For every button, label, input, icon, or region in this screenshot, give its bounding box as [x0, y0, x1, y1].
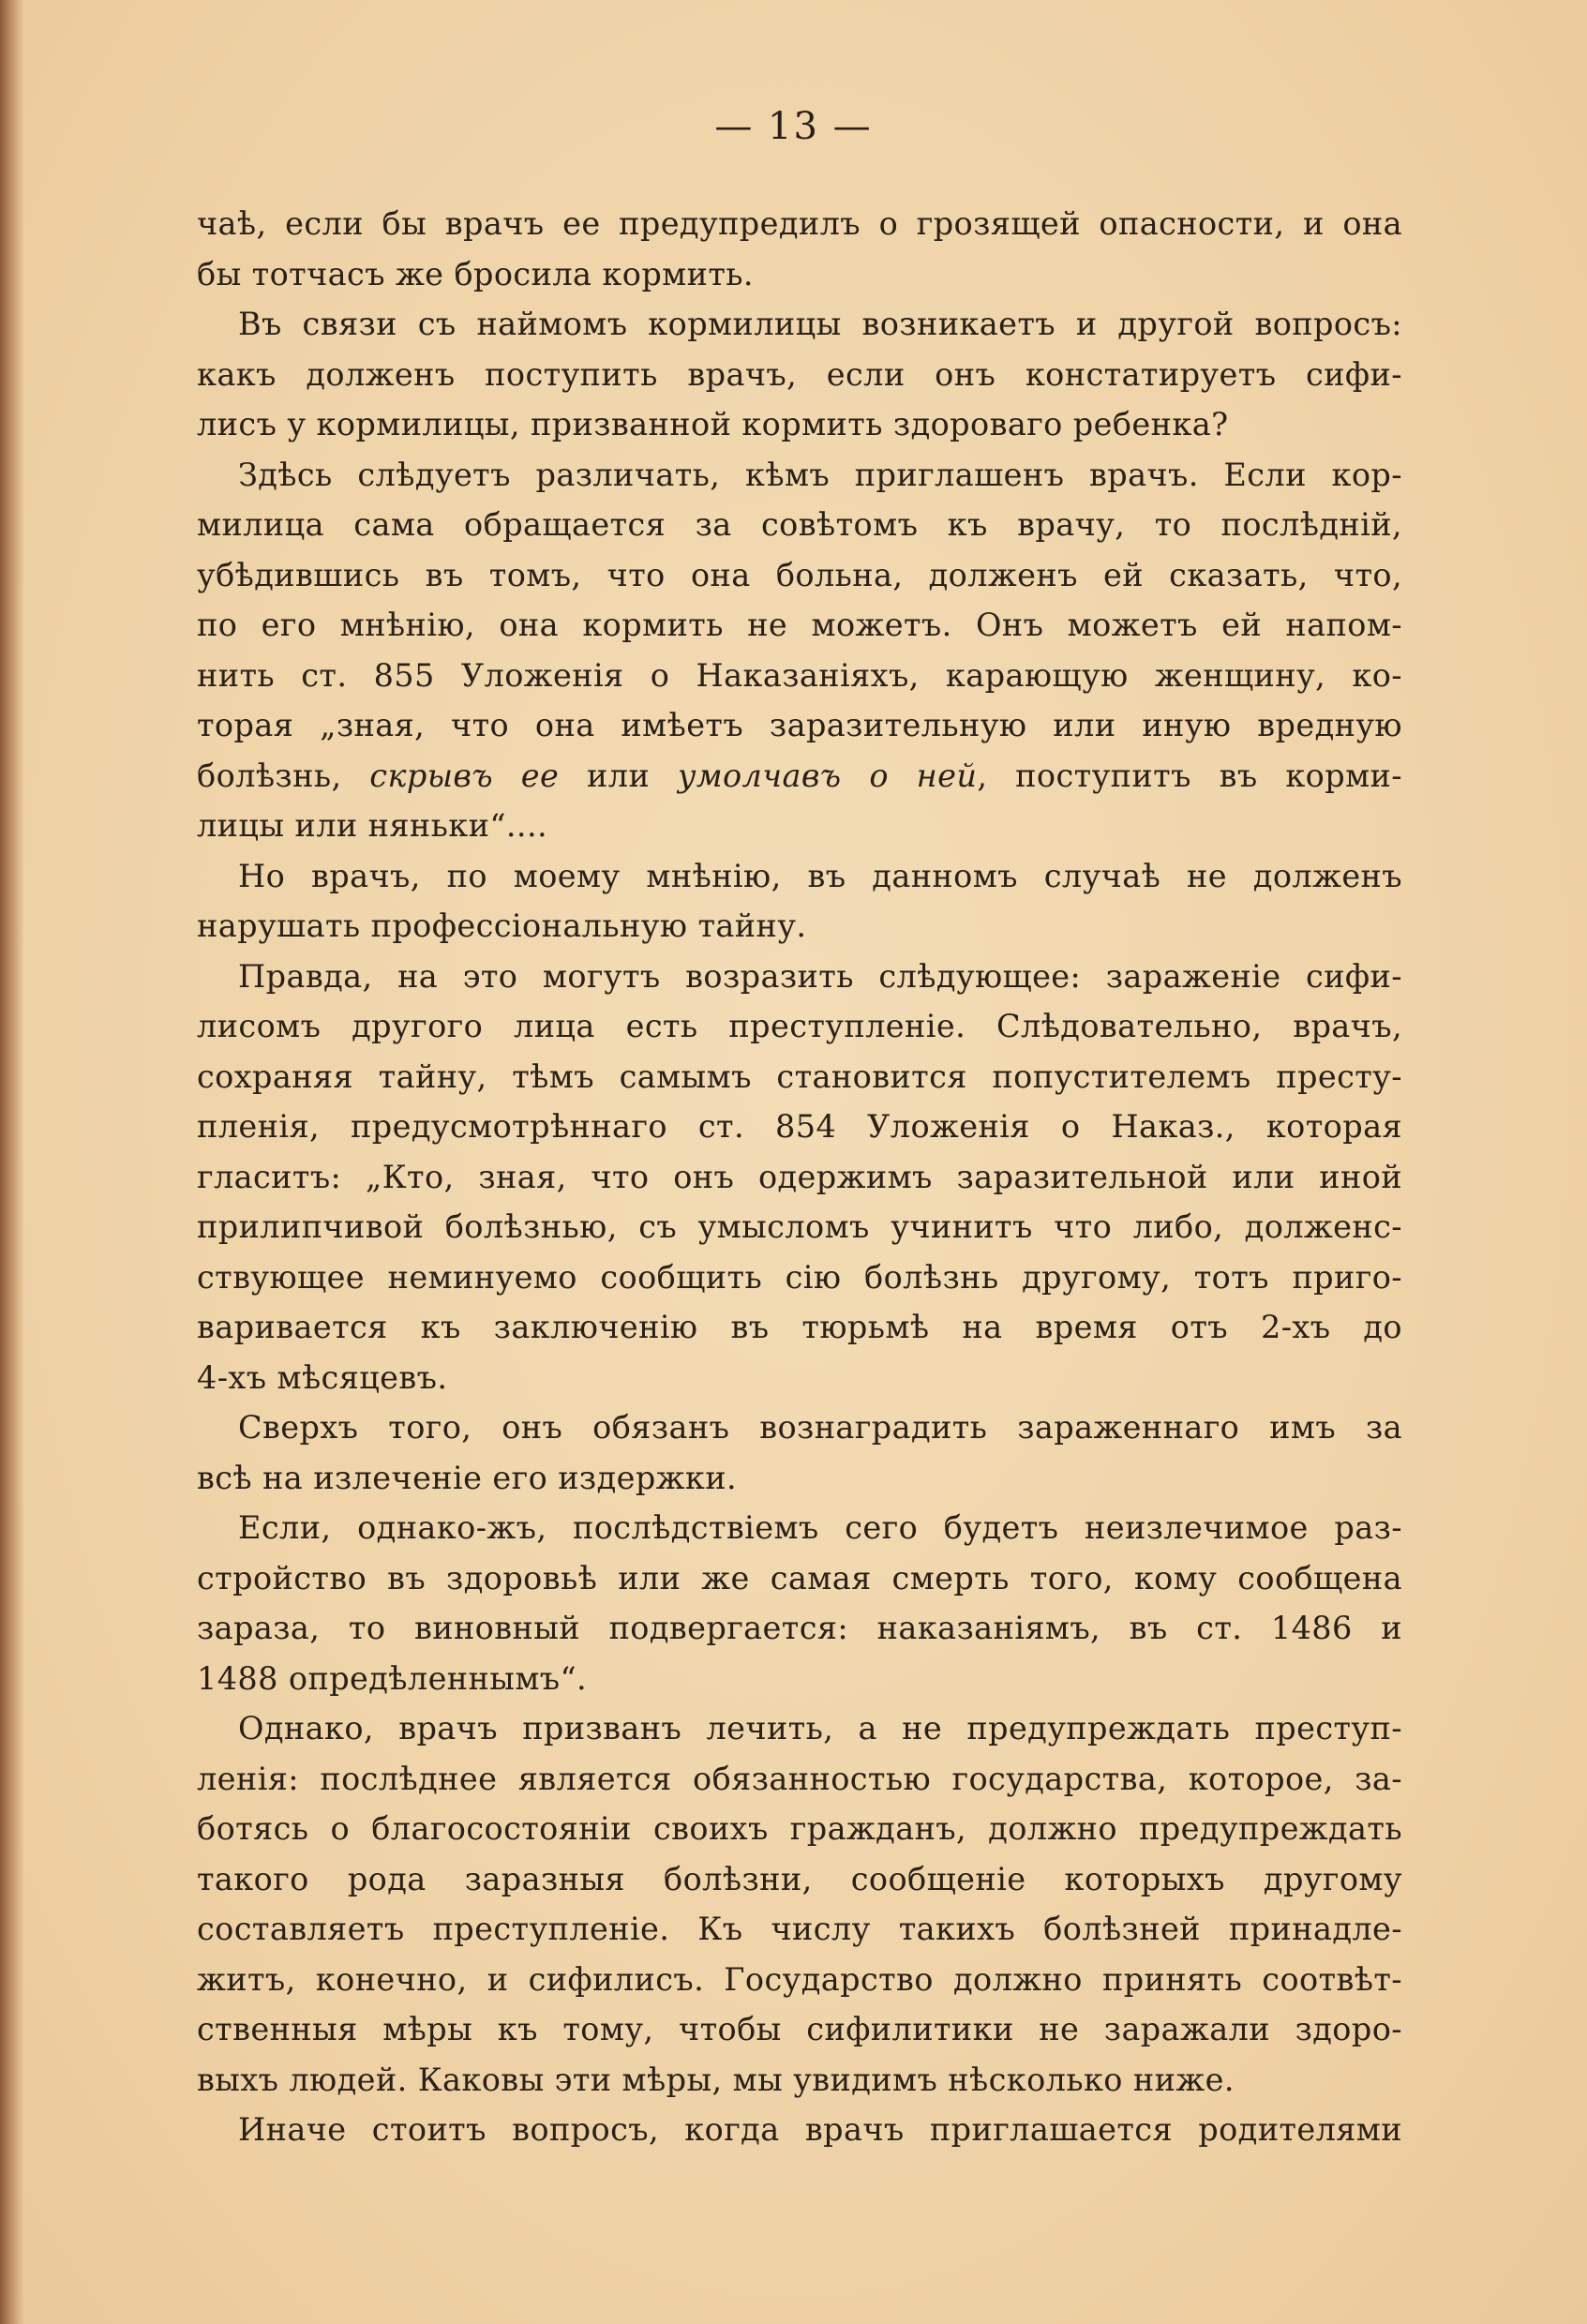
text-line: сохраняя тайну, тѣмъ самымъ становится попустителемъ престу- — [197, 1057, 1402, 1095]
text-line: ботясь о благосостояніи своихъ гражданъ, должно предупреждать — [197, 1810, 1402, 1847]
text-line: по его мнѣнію, она кормить не можетъ. Онъ можетъ ей напом- — [197, 607, 1402, 643]
text-line: Здѣсь слѣдуетъ различать, кѣмъ приглашенъ врачъ. Если кор- — [238, 456, 1402, 493]
text-line: Но врачъ, по моему мнѣнію, въ данномъ случаѣ не долженъ — [238, 857, 1402, 894]
text-line: нарушать професcіональную тайну. — [197, 907, 807, 944]
text-line: Въ связи съ наймомъ кормилицы возникаетъ и другой вопросъ: — [238, 306, 1402, 342]
text-line: лицы или няньки“.... — [197, 807, 548, 844]
page-binding-edge — [0, 0, 24, 2324]
text-line: Сверхъ того, онъ обязанъ вознаградить зараженнаго имъ за — [238, 1409, 1402, 1446]
page-number: — 13 — — [714, 105, 873, 148]
text-line: Однако, врачъ призванъ лечить, а не предупреждать преступ- — [238, 1710, 1402, 1747]
italic-phrase: скрывъ ее — [369, 757, 560, 794]
text-line: стройство въ здоровьѣ или же самая смерть того, кому сообщена — [197, 1559, 1402, 1597]
text-line: нить ст. 855 Уложенія о Наказаніяхъ, карающую женщину, ко- — [197, 656, 1402, 694]
text-line: гласитъ: „Кто, зная, что онъ одержимъ заразительной или иной — [197, 1158, 1402, 1195]
text-line: житъ, конечно, и сифилисъ. Государство должно принять соотвѣт- — [197, 1960, 1402, 1998]
text-line: ствующее неминуемо сообщить сію болѣзнь другому, тотъ приго- — [197, 1258, 1402, 1296]
text-line: такого рода заразныя болѣзни, сообщеніе которыхъ другому — [197, 1860, 1402, 1897]
text-line: лисомъ другого лица есть преступленіе. Слѣдовательно, врачъ, — [197, 1008, 1402, 1044]
text-line: Иначе стоитъ вопросъ, когда врачъ приглашается родителями — [238, 2111, 1402, 2148]
text-line: торая „зная, что она имѣетъ заразительную или иную вредную — [197, 707, 1402, 743]
text-line: зараза, то виновный подвергается: наказаніямъ, въ ст. 1486 и — [197, 1610, 1402, 1646]
text-line: 4-хъ мѣсяцевъ. — [197, 1358, 448, 1396]
text-line: милица сама обращается за совѣтомъ къ врачу, то послѣдній, — [197, 506, 1402, 543]
text-line: бы тотчасъ же бросила кормить. — [197, 255, 754, 292]
text-line: всѣ на излеченіе его издержки. — [197, 1459, 738, 1496]
italic-phrase: умолчавъ о ней — [677, 757, 978, 794]
text-line: Правда, на это могутъ возразить слѣдующее: зараженіе сифи- — [238, 957, 1402, 995]
text-line: убѣдившись въ томъ, что она больна, долженъ ей сказать, что, — [197, 556, 1402, 593]
text-line: какъ долженъ поступить врачъ, если онъ констатируетъ сифи- — [197, 355, 1402, 393]
text-line: 1488 опредѣленнымъ“. — [197, 1659, 588, 1697]
text-line: вариваетcя къ заключенію въ тюрьмѣ на время отъ 2-хъ до — [197, 1309, 1402, 1345]
text-line: пленія, предусмотрѣннаго ст. 854 Уложенія о Наказ., которая — [197, 1108, 1402, 1145]
text-line: выхъ людей. Каковы эти мѣры, мы увидимъ нѣсколько ниже. — [197, 2061, 1235, 2098]
text-line: прилипчивой болѣзнью, съ умысломъ учинитъ что либо, долженс- — [197, 1208, 1402, 1245]
text-line: ленія: послѣднее является обязанностью государства, которое, за- — [197, 1760, 1402, 1797]
text-line: болѣзнь, скрывъ ее или умолчавъ о ней, поступитъ въ корми- — [197, 757, 1402, 794]
text-line: чаѣ, если бы врачъ ее предупредилъ о грозящей опасности, и она — [197, 205, 1402, 242]
text-line: ственныя мѣры къ тому, чтобы сифилитики не заражали здоро- — [197, 2011, 1402, 2047]
text-line: лисъ у кормилицы, призванной кормить здороваго ребенка? — [197, 406, 1229, 442]
text-line: Если, однако-жъ, послѣдствіемъ сего будетъ неизлечимое раз- — [238, 1509, 1402, 1546]
body-text — [197, 199, 1402, 2155]
text-line: составляетъ преступленіе. Къ числу такихъ болѣзней принадле- — [197, 1911, 1402, 1947]
